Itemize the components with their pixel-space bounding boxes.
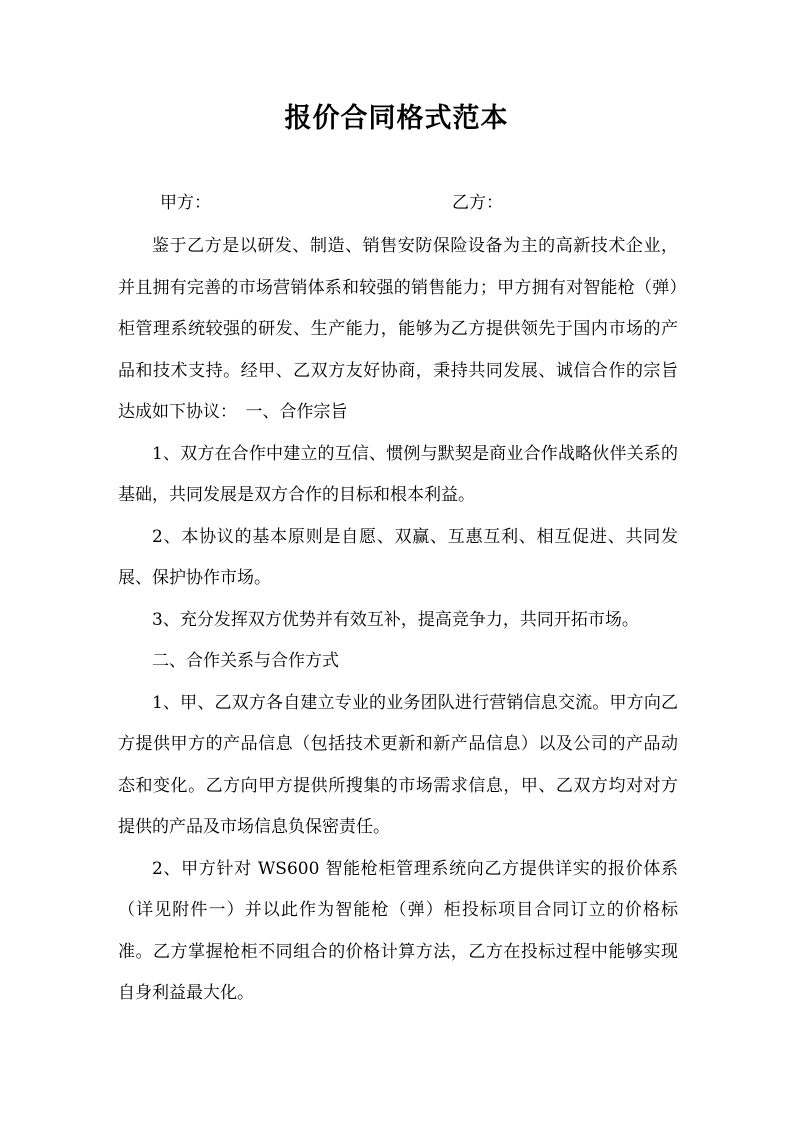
party-b-label: 乙方： (452, 193, 503, 213)
document-body (118, 226, 678, 1015)
section-heading-2: 二、合作关系与合作方式 (152, 651, 339, 671)
paragraph-clause-1-1: 1、双方在合作中建立的互信、惯例与默契是商业合作战略伙伴关系的基础，共同发展是双方合作的目标和根本利益。 (118, 443, 678, 505)
paragraph-clause-1-3: 3、充分发挥双方优势并有效互补，提高竞争力，共同开拓市场。 (152, 609, 639, 630)
parties-line (160, 188, 680, 218)
document-title: 报价合同格式范本 (284, 103, 509, 134)
paragraph-clause-1-2: 2、本协议的基本原则是自愿、双赢、互惠互利、相互促进、共同发展、保护协作市场。 (118, 526, 678, 588)
paragraph-preamble: 鉴于乙方是以研发、制造、销售安防保险设备为主的高新技术企业，并且拥有完善的市场营销体系和较强的销售能力；甲方拥有对智能枪（弹）柜管理系统较强的研发、生产能力，能够为乙方提供领先于国内市场的产品和技术支持。经甲、乙双方友好协商，秉持共同发展、诚信合作的宗旨达成如下协议： 一、合作宗旨 (118, 236, 678, 422)
paragraph-clause-2-2: 2、甲方针对 WS600 智能枪柜管理系统向乙方提供详实的报价体系（详见附件一）并以此作为智能枪（弹）柜投标项目合同订立的价格标准。乙方掌握枪柜不同组合的价格计算方法，乙方在投标过程中能够实现自身利益最大化。 (118, 858, 678, 1003)
party-a-label: 甲方： (160, 193, 211, 213)
paragraph-clause-2-1: 1、甲、乙双方各自建立专业的业务团队进行营销信息交流。甲方向乙方提供甲方的产品信息（包括技术更新和新产品信息）以及公司的产品动态和变化。乙方向甲方提供所搜集的市场需求信息，甲、乙双方均对对方提供的产品及市场信息负保密责任。 (118, 692, 678, 837)
